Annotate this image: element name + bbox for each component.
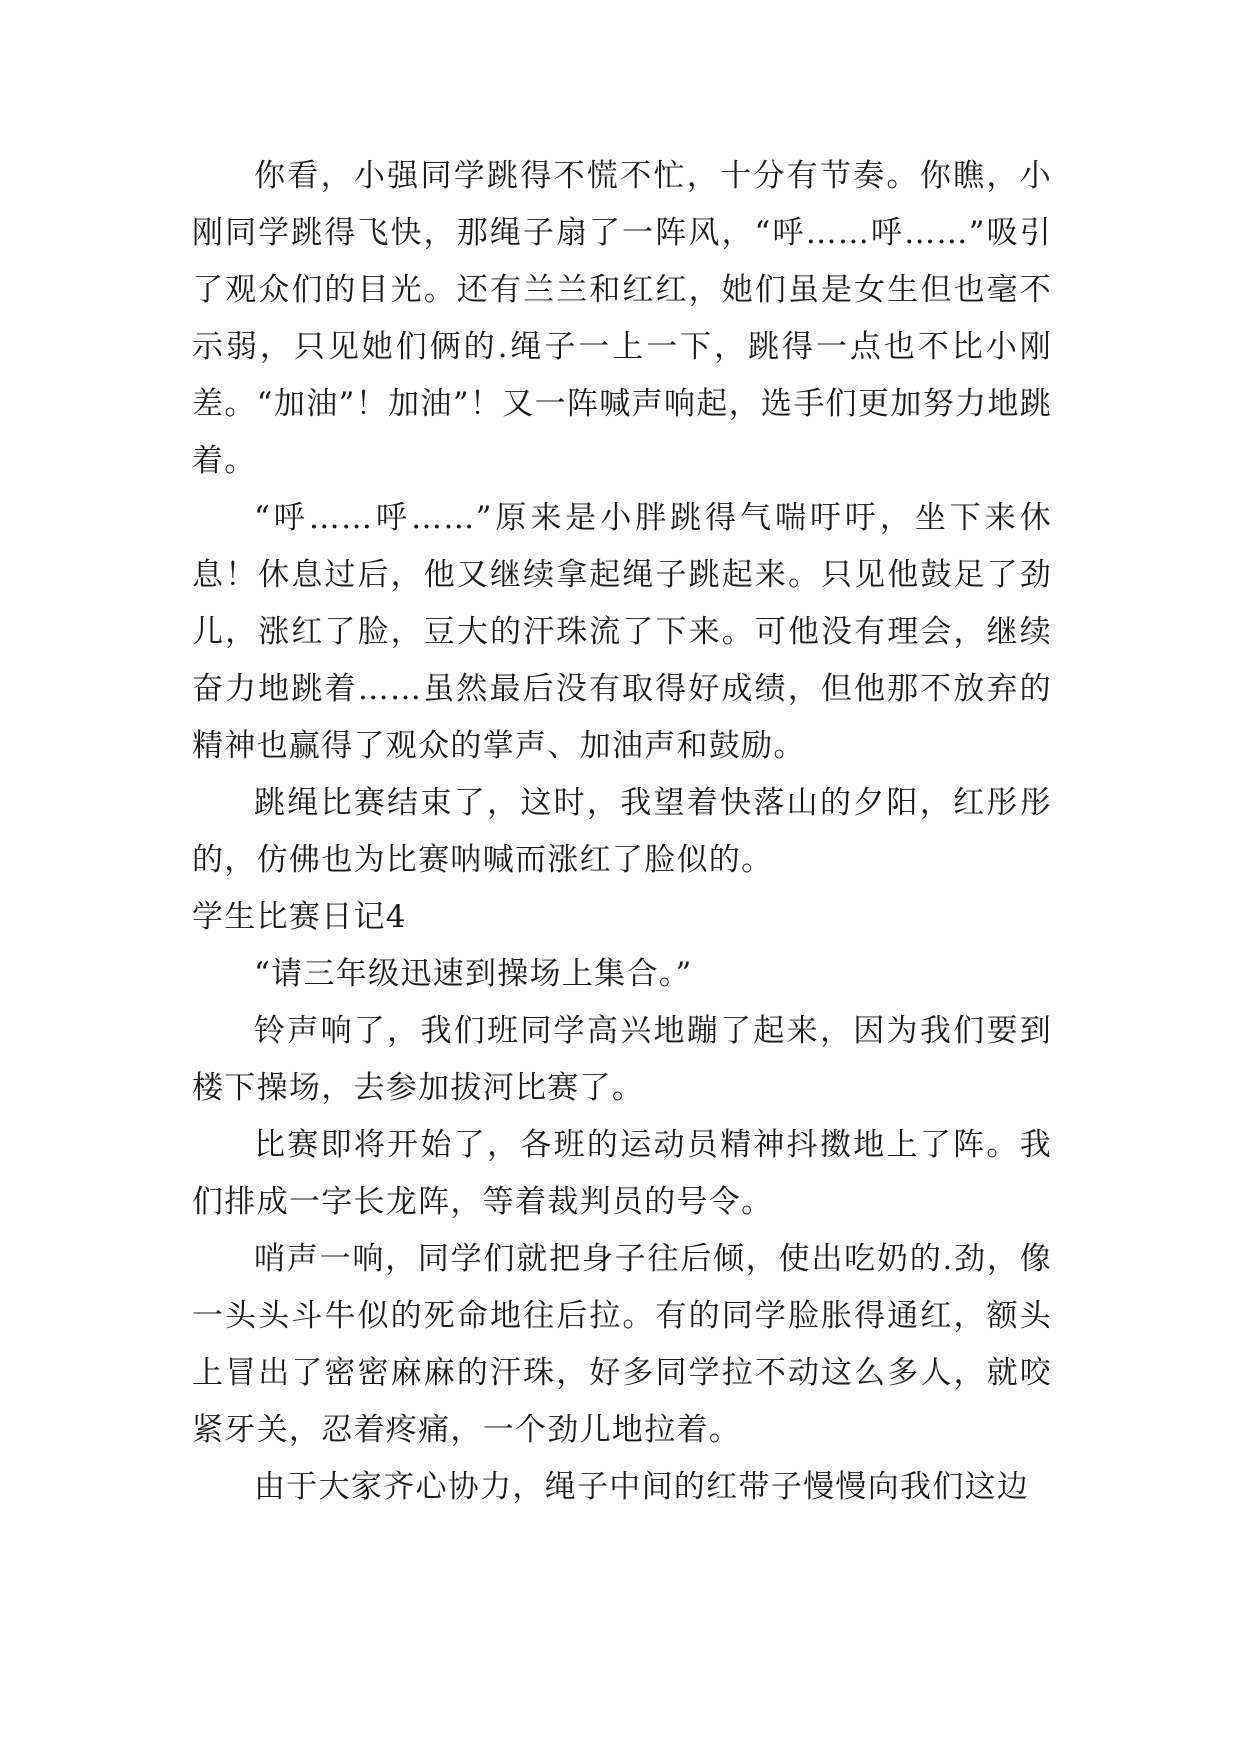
body-paragraph: 铃声响了，我们班同学高兴地蹦了起来，因为我们要到楼下操场，去参加拔河比赛了。	[192, 1013, 1052, 1106]
body-paragraph: “呼……呼……”原来是小胖跳得气喘吁吁，坐下来休息！休息过后，他又继续拿起绳子跳起来。只见他鼓足了劲儿，涨红了脸，豆大的汗珠流了下来。可他没有理会，继续奋力地跳着……虽然最后没有取得好成绩，但他那不放弃的精神也赢得了观众的掌声、加油声和鼓励。	[192, 500, 1052, 764]
body-paragraph: 跳绳比赛结束了，这时，我望着快落山的夕阳，红彤彤的，仿佛也为比赛呐喊而涨红了脸似的。	[192, 785, 1052, 878]
body-paragraph: “请三年级迅速到操场上集合。”	[254, 956, 693, 992]
body-paragraph: 你看，小强同学跳得不慌不忙，十分有节奏。你瞧，小刚同学跳得飞快，那绳子扇了一阵风，“呼……呼……”吸引了观众们的目光。还有兰兰和红红，她们虽是女生但也毫不示弱，只见她们俩的.绳子一上一下，跳得一点也不比小刚差。“加油”！加油”！又一阵喊声响起，选手们更加努力地跳着。	[192, 158, 1052, 479]
body-paragraph: 由于大家齐心协力，绳子中间的红带子慢慢向我们这边	[254, 1469, 1030, 1505]
body-paragraph: 比赛即将开始了，各班的运动员精神抖擞地上了阵。我们排成一字长龙阵，等着裁判员的号令。	[192, 1127, 1052, 1220]
body-paragraph: 哨声一响，同学们就把身子往后倾，使出吃奶的.劲，像一头头斗牛似的死命地往后拉。有的同学脸胀得通红，额头上冒出了密密麻麻的汗珠，好多同学拉不动这么多人，就咬紧牙关，忍着疼痛，一个劲儿地拉着。	[192, 1241, 1052, 1448]
document-page	[192, 148, 1052, 1516]
section-title: 学生比赛日记4	[192, 899, 407, 935]
